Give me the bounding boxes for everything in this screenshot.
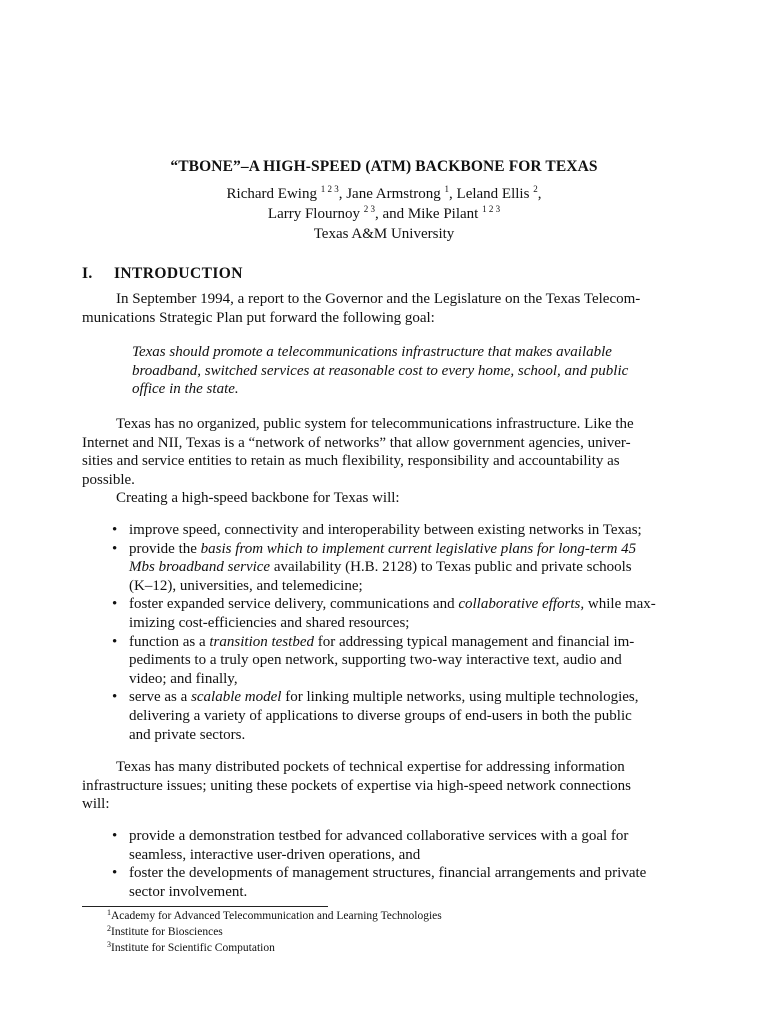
footnote: $^3$Institute for Scientific Computation — [107, 940, 275, 954]
benefits-list — [112, 521, 698, 744]
text-line: and private sectors. — [129, 726, 246, 743]
text-line: sector involvement. — [129, 883, 248, 900]
paper-title: “TBONE”–A HIGH-SPEED (ATM) BACKBONE FOR TEXAS — [170, 158, 598, 175]
author-separator: , — [449, 186, 457, 202]
expertise-list — [112, 827, 698, 901]
text-line: Texas has no organized, public system for telecommunications infrastructure. Like the — [116, 416, 634, 432]
text-line: serve as a scalable model for linking multiple networks, using multiple technologies, — [129, 689, 639, 706]
text-line: Mbs broadband service availability (H.B. 2128) to Texas public and private schools — [129, 559, 632, 576]
footnotes — [107, 908, 442, 956]
author-name: Mike Pilant — [407, 206, 479, 222]
section-heading — [82, 265, 243, 284]
author-separator: , — [338, 186, 347, 202]
footnote: $^1$Academy for Advanced Telecommunication and Learning Technologies — [107, 908, 442, 922]
bullet-icon: • — [112, 865, 118, 882]
quote-line: broadband, switched services at reasonable cost to every home, school, and public — [132, 362, 629, 379]
text-line: video; and finally, — [129, 670, 238, 687]
text-line: Internet and NII, Texas is a “network of networks” that allow government agencies, univer- — [82, 434, 631, 451]
text-line: imizing cost-efficiencies and shared resources; — [129, 614, 410, 631]
affiliation-marks: 1 — [444, 184, 450, 194]
list-item — [112, 864, 698, 901]
author-name: Richard Ewing — [226, 186, 317, 202]
quote-line: office in the state. — [132, 381, 239, 398]
text-line: function as a transition testbed for addressing typical management and financial im- — [129, 633, 635, 650]
affiliation-marks: 2 3 — [363, 204, 375, 214]
text-line: Creating a high-speed backbone for Texas will: — [116, 490, 400, 506]
text-line: improve speed, connectivity and interoperability between existing networks in Texas; — [129, 522, 642, 538]
paragraph-backbone — [82, 489, 698, 508]
affiliation-marks: 2 — [533, 184, 538, 194]
bullet-icon: • — [112, 633, 118, 650]
text-line: In September 1994, a report to the Governor and the Legislature on the Texas Telecom- — [116, 291, 641, 307]
author-line-1 — [0, 184, 768, 204]
text-line: sities and service entities to retain as much flexibility, responsibility and accountability as — [82, 453, 620, 470]
affiliation-marks: 1 2 3 — [482, 204, 501, 214]
bullet-icon: • — [112, 522, 118, 538]
text-line: foster expanded service delivery, communications and collaborative efforts, while max- — [129, 596, 656, 613]
paragraph-expertise — [82, 758, 698, 814]
list-item — [112, 521, 698, 540]
text-line: Texas has many distributed pockets of technical expertise for addressing information — [116, 759, 625, 775]
affiliation-marks: 1 2 3 — [320, 184, 339, 194]
section-title: INTRODUCTION — [114, 265, 243, 282]
affiliation: Texas A&M University — [313, 226, 455, 242]
goal-quote — [132, 343, 672, 399]
paragraph-intro — [82, 290, 698, 327]
text-line: delivering a variety of applications to diverse groups of end-users in both the public — [129, 707, 632, 724]
list-item — [112, 688, 698, 744]
text-line: munications Strategic Plan put forward the following goal: — [82, 309, 435, 326]
list-item — [112, 633, 698, 689]
text-line: (K–12), universities, and telemedicine; — [129, 577, 363, 594]
text-line: provide the basis from which to implement current legislative plans for long-term 45 — [129, 540, 637, 557]
author-name: Larry Flournoy — [267, 206, 360, 222]
section-number: I. — [82, 265, 93, 282]
bullet-icon: • — [112, 828, 118, 844]
text-line: possible. — [82, 471, 135, 488]
list-item — [112, 827, 698, 864]
bullet-icon: • — [112, 540, 118, 557]
text-line: will: — [82, 796, 110, 813]
author-line-2 — [0, 204, 768, 224]
text-line: pediments to a truly open network, supporting two-way interactive text, audio and — [129, 652, 622, 669]
text-line: foster the developments of management structures, financial arrangements and private — [129, 865, 647, 882]
quote-line: Texas should promote a telecommunications infrastructure that makes available — [132, 344, 612, 360]
text-line: provide a demonstration testbed for advanced collaborative services with a goal for — [129, 828, 629, 844]
author-block — [0, 184, 768, 244]
paragraph-network — [82, 415, 698, 489]
author-name: Jane Armstrong — [346, 186, 441, 202]
list-item — [112, 595, 698, 632]
bullet-icon: • — [112, 596, 118, 613]
list-item — [112, 540, 698, 596]
author-separator: , — [537, 186, 542, 202]
bullet-icon: • — [112, 689, 118, 706]
footnote: $^2$Institute for Biosciences — [107, 924, 223, 938]
footnote-divider — [82, 906, 328, 907]
text-line: seamless, interactive user-driven operations, and — [129, 846, 421, 863]
author-name: Leland Ellis — [456, 186, 530, 202]
text-line: infrastructure issues; uniting these pockets of expertise via high-speed network connections — [82, 777, 632, 794]
author-separator: , and — [374, 206, 408, 222]
